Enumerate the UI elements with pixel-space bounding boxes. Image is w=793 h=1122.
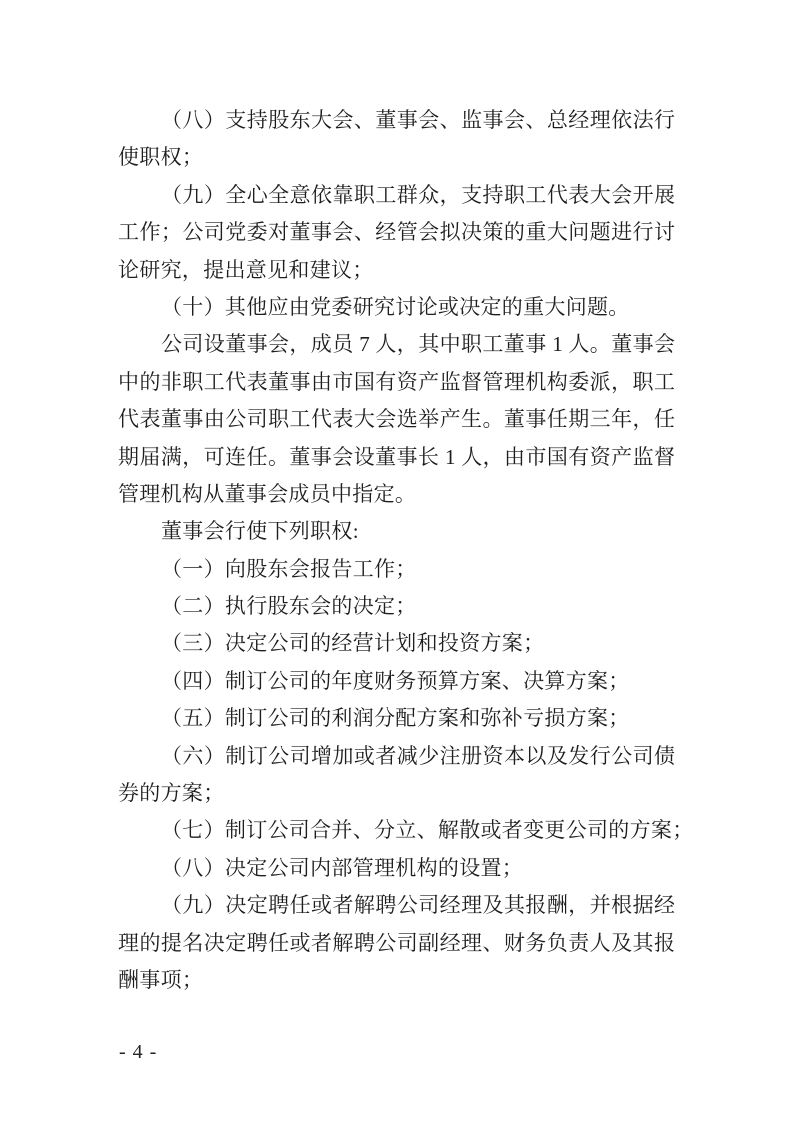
document-text-line: 中的非职工代表董事由市国有资产监督管理机构委派，职工: [118, 369, 675, 394]
document-text-line: 期届满，可连任。董事会设董事长 1 人，由市国有资产监督: [118, 444, 675, 469]
document-text-line: 券的方案；: [118, 781, 225, 806]
document-text-line: （七）制订公司合并、分立、解散或者变更公司的方案；: [161, 818, 694, 843]
document-text-line: 管理机构从董事会成员中指定。: [118, 481, 417, 506]
document-text-line: （五）制订公司的利润分配方案和弥补亏损方案；: [161, 706, 630, 731]
document-text-line: （二）执行股东会的决定；: [161, 594, 417, 619]
document-text-line: （八）支持股东大会、董事会、监事会、总经理依法行: [161, 108, 675, 132]
document-text-line: 论研究，提出意见和建议；: [118, 257, 374, 282]
document-text-line: 公司设董事会，成员 7 人，其中职工董事 1 人。董事会: [161, 332, 675, 357]
document-text-line: （九）全心全意依靠职工群众，支持职工代表大会开展: [161, 182, 675, 207]
document-text-line: （四）制订公司的年度财务预算方案、决算方案；: [161, 668, 630, 693]
document-text-line: 代表董事由公司职工代表大会选举产生。董事任期三年，任: [118, 407, 675, 432]
document-text-line: 工作；公司党委对董事会、经管会拟决策的重大问题进行讨: [118, 220, 675, 245]
document-text-line: （六）制订公司增加或者减少注册资本以及发行公司债: [161, 743, 675, 768]
document-text-line: （十）其他应由党委研究讨论或决定的重大问题。: [161, 294, 630, 319]
document-text-line: 董事会行使下列职权:: [161, 519, 359, 544]
document-text-line: （八）决定公司内部管理机构的设置；: [161, 855, 524, 880]
document-text-line: （一）向股东会报告工作；: [161, 556, 417, 581]
document-text-line: 酬事项；: [118, 967, 204, 992]
document-text-line: 理的提名决定聘任或者解聘公司副经理、财务负责人及其报: [118, 930, 675, 955]
document-text-line: （三）决定公司的经营计划和投资方案；: [161, 631, 545, 656]
document-text-line: （九）决定聘任或者解聘公司经理及其报酬，并根据经: [161, 893, 675, 918]
document-text-line: 使职权；: [118, 145, 204, 170]
page-number: - 4 -: [119, 1041, 158, 1063]
document-body: [118, 102, 694, 999]
